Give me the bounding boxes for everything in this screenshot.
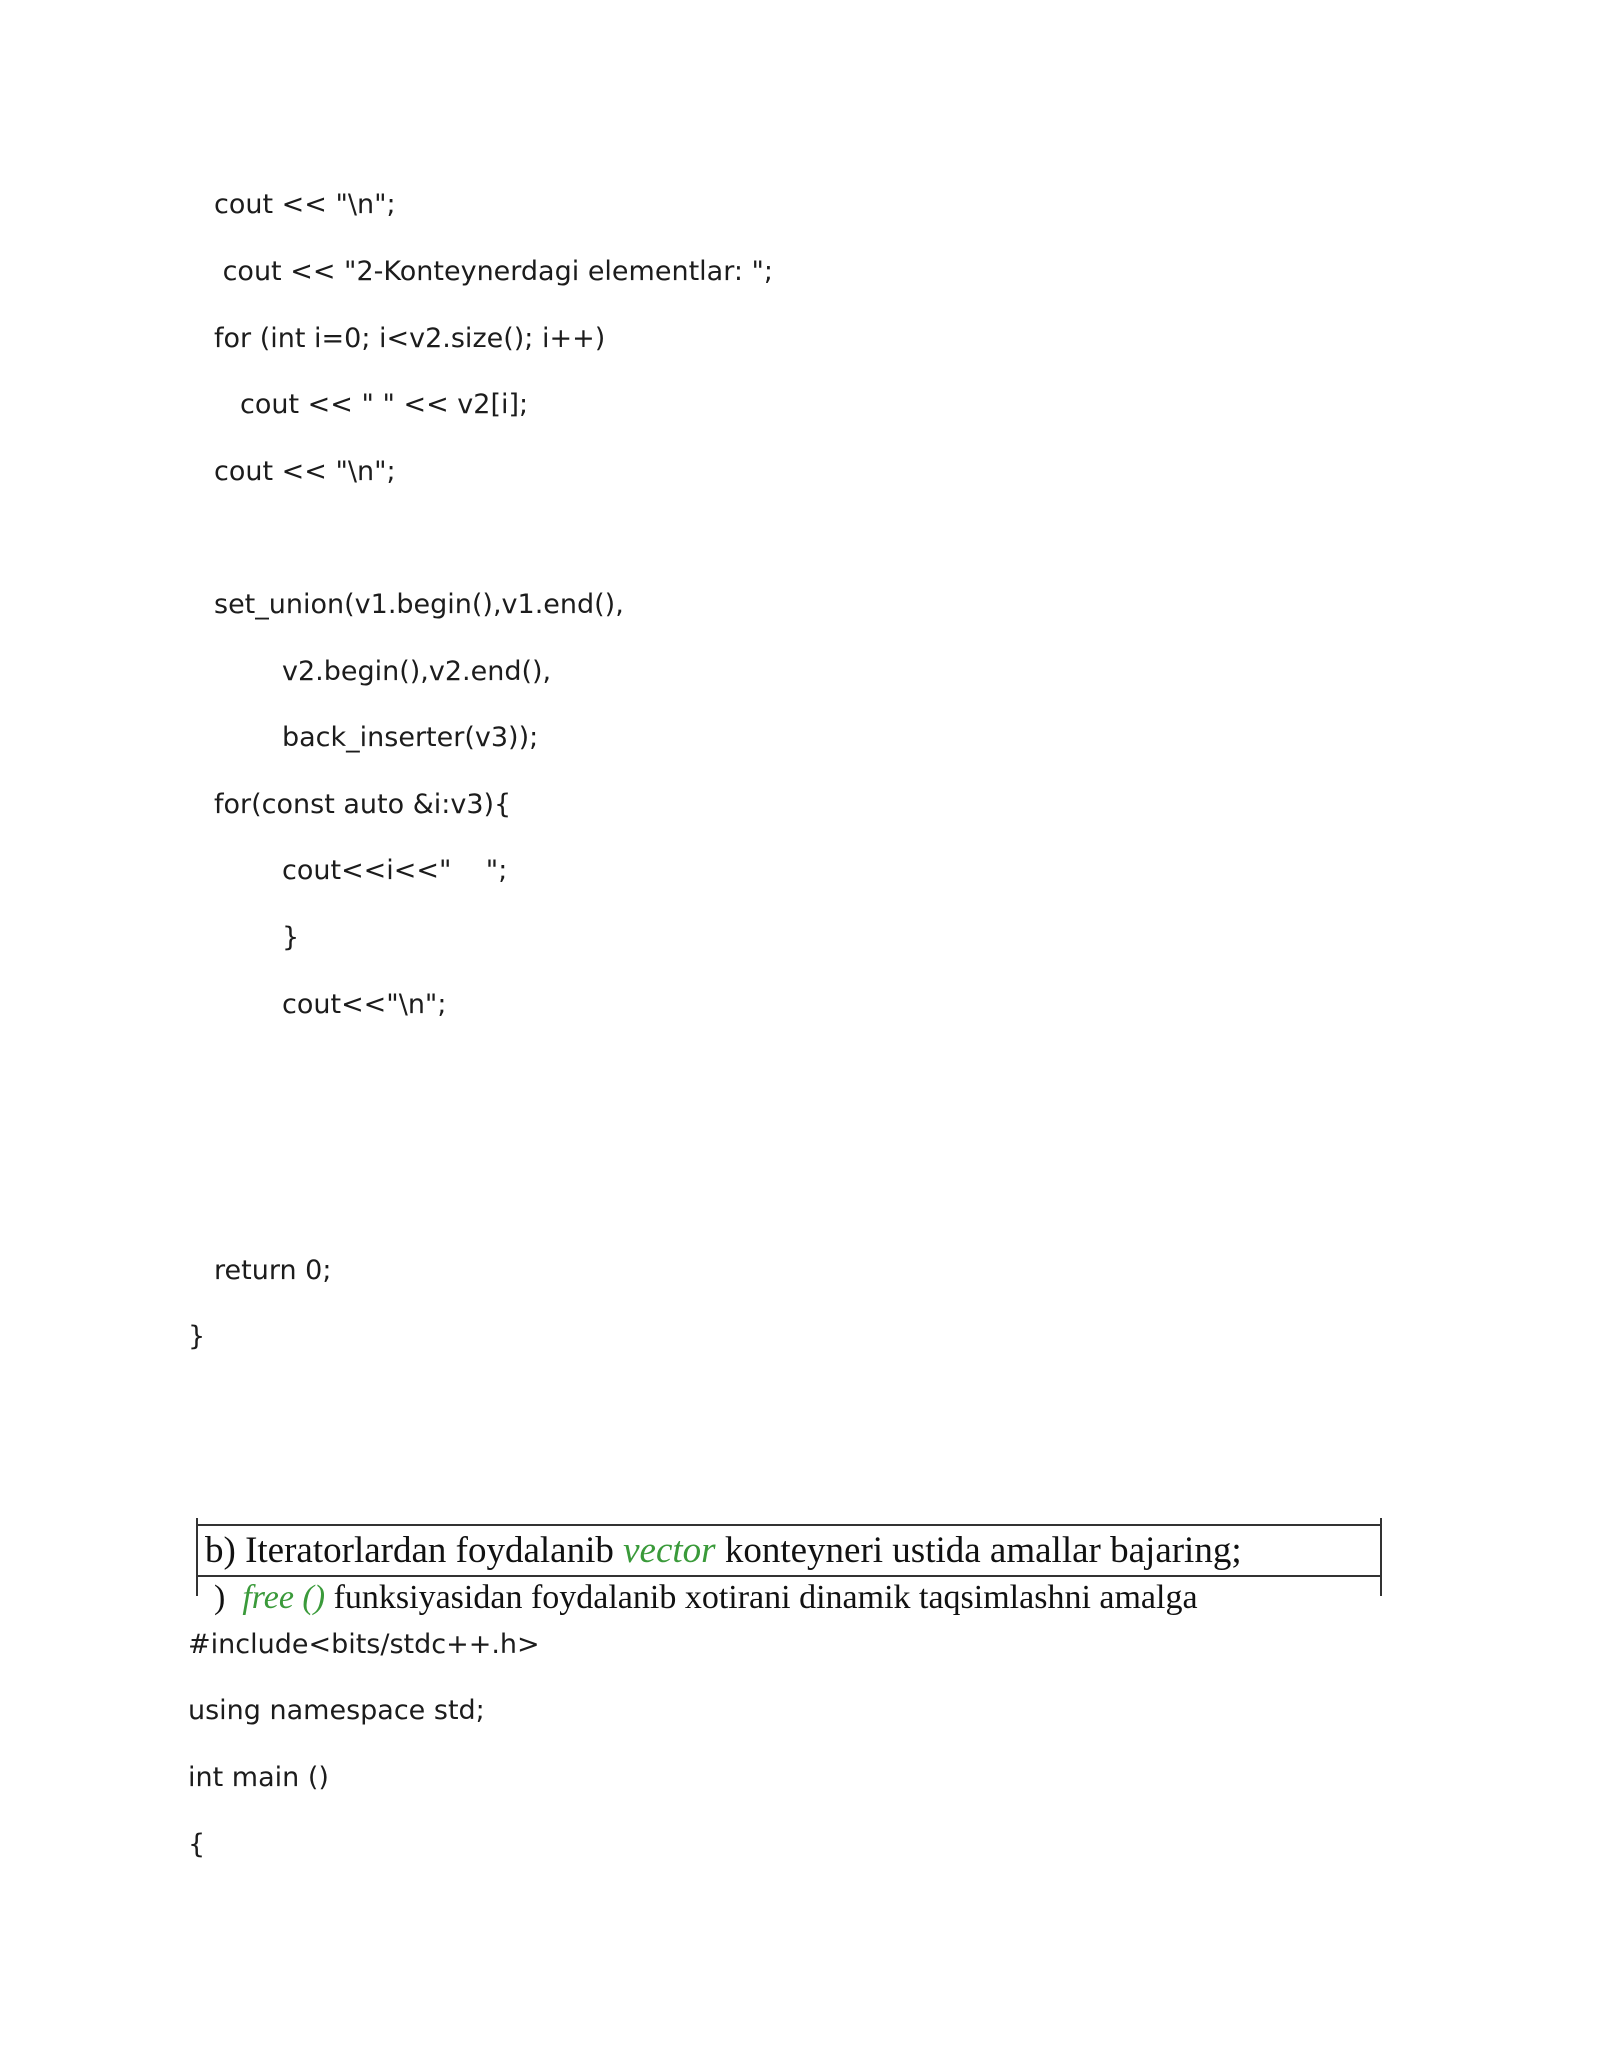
code-line: return 0; bbox=[214, 1255, 332, 1286]
task-excerpt-box bbox=[196, 1518, 1382, 1616]
code-line: v2.begin(),v2.end(), bbox=[282, 656, 552, 687]
code-line: cout << " " << v2[i]; bbox=[240, 389, 529, 420]
code-line: for(const auto &i:v3){ bbox=[214, 789, 512, 820]
excerpt-text-after: konteyneri ustida amallar bajaring; bbox=[715, 1530, 1242, 1571]
excerpt-label: b) bbox=[205, 1530, 236, 1571]
excerpt-heading bbox=[205, 1528, 1242, 1574]
code-line: for (int i=0; i<v2.size(); i++) bbox=[214, 323, 606, 354]
code-line: } bbox=[282, 922, 300, 953]
excerpt-text-before: Iteratorlardan foydalanib bbox=[245, 1530, 624, 1571]
code-line: { bbox=[188, 1829, 206, 1860]
code-line: } bbox=[188, 1321, 206, 1352]
excerpt-cut-line bbox=[214, 1578, 1198, 1618]
code-line: cout<<"\n"; bbox=[282, 989, 447, 1020]
code-line: back_inserter(v3)); bbox=[282, 722, 539, 753]
code-line: cout << "\n"; bbox=[214, 456, 396, 487]
code-line: cout<<i<<" "; bbox=[282, 855, 508, 886]
excerpt-cut-rest: funksiyasidan foydalanib xotirani dinamik taqsimlashni amalga bbox=[325, 1579, 1198, 1616]
excerpt-cut-accent: free () bbox=[242, 1579, 326, 1616]
code-line: cout << "2-Konteynerdagi elementlar: "; bbox=[214, 256, 774, 287]
excerpt-cut-prefix: ) bbox=[214, 1579, 226, 1616]
code-line: int main () bbox=[188, 1762, 329, 1793]
code-line: using namespace std; bbox=[188, 1695, 485, 1726]
excerpt-row-divider bbox=[198, 1575, 1380, 1577]
code-line: cout << "\n"; bbox=[214, 189, 396, 220]
excerpt-accent-word: vector bbox=[623, 1530, 716, 1571]
code-line: set_union(v1.begin(),v1.end(), bbox=[214, 589, 624, 620]
excerpt-top-border bbox=[198, 1524, 1380, 1526]
code-line: #include<bits/stdc++.h> bbox=[188, 1629, 540, 1660]
